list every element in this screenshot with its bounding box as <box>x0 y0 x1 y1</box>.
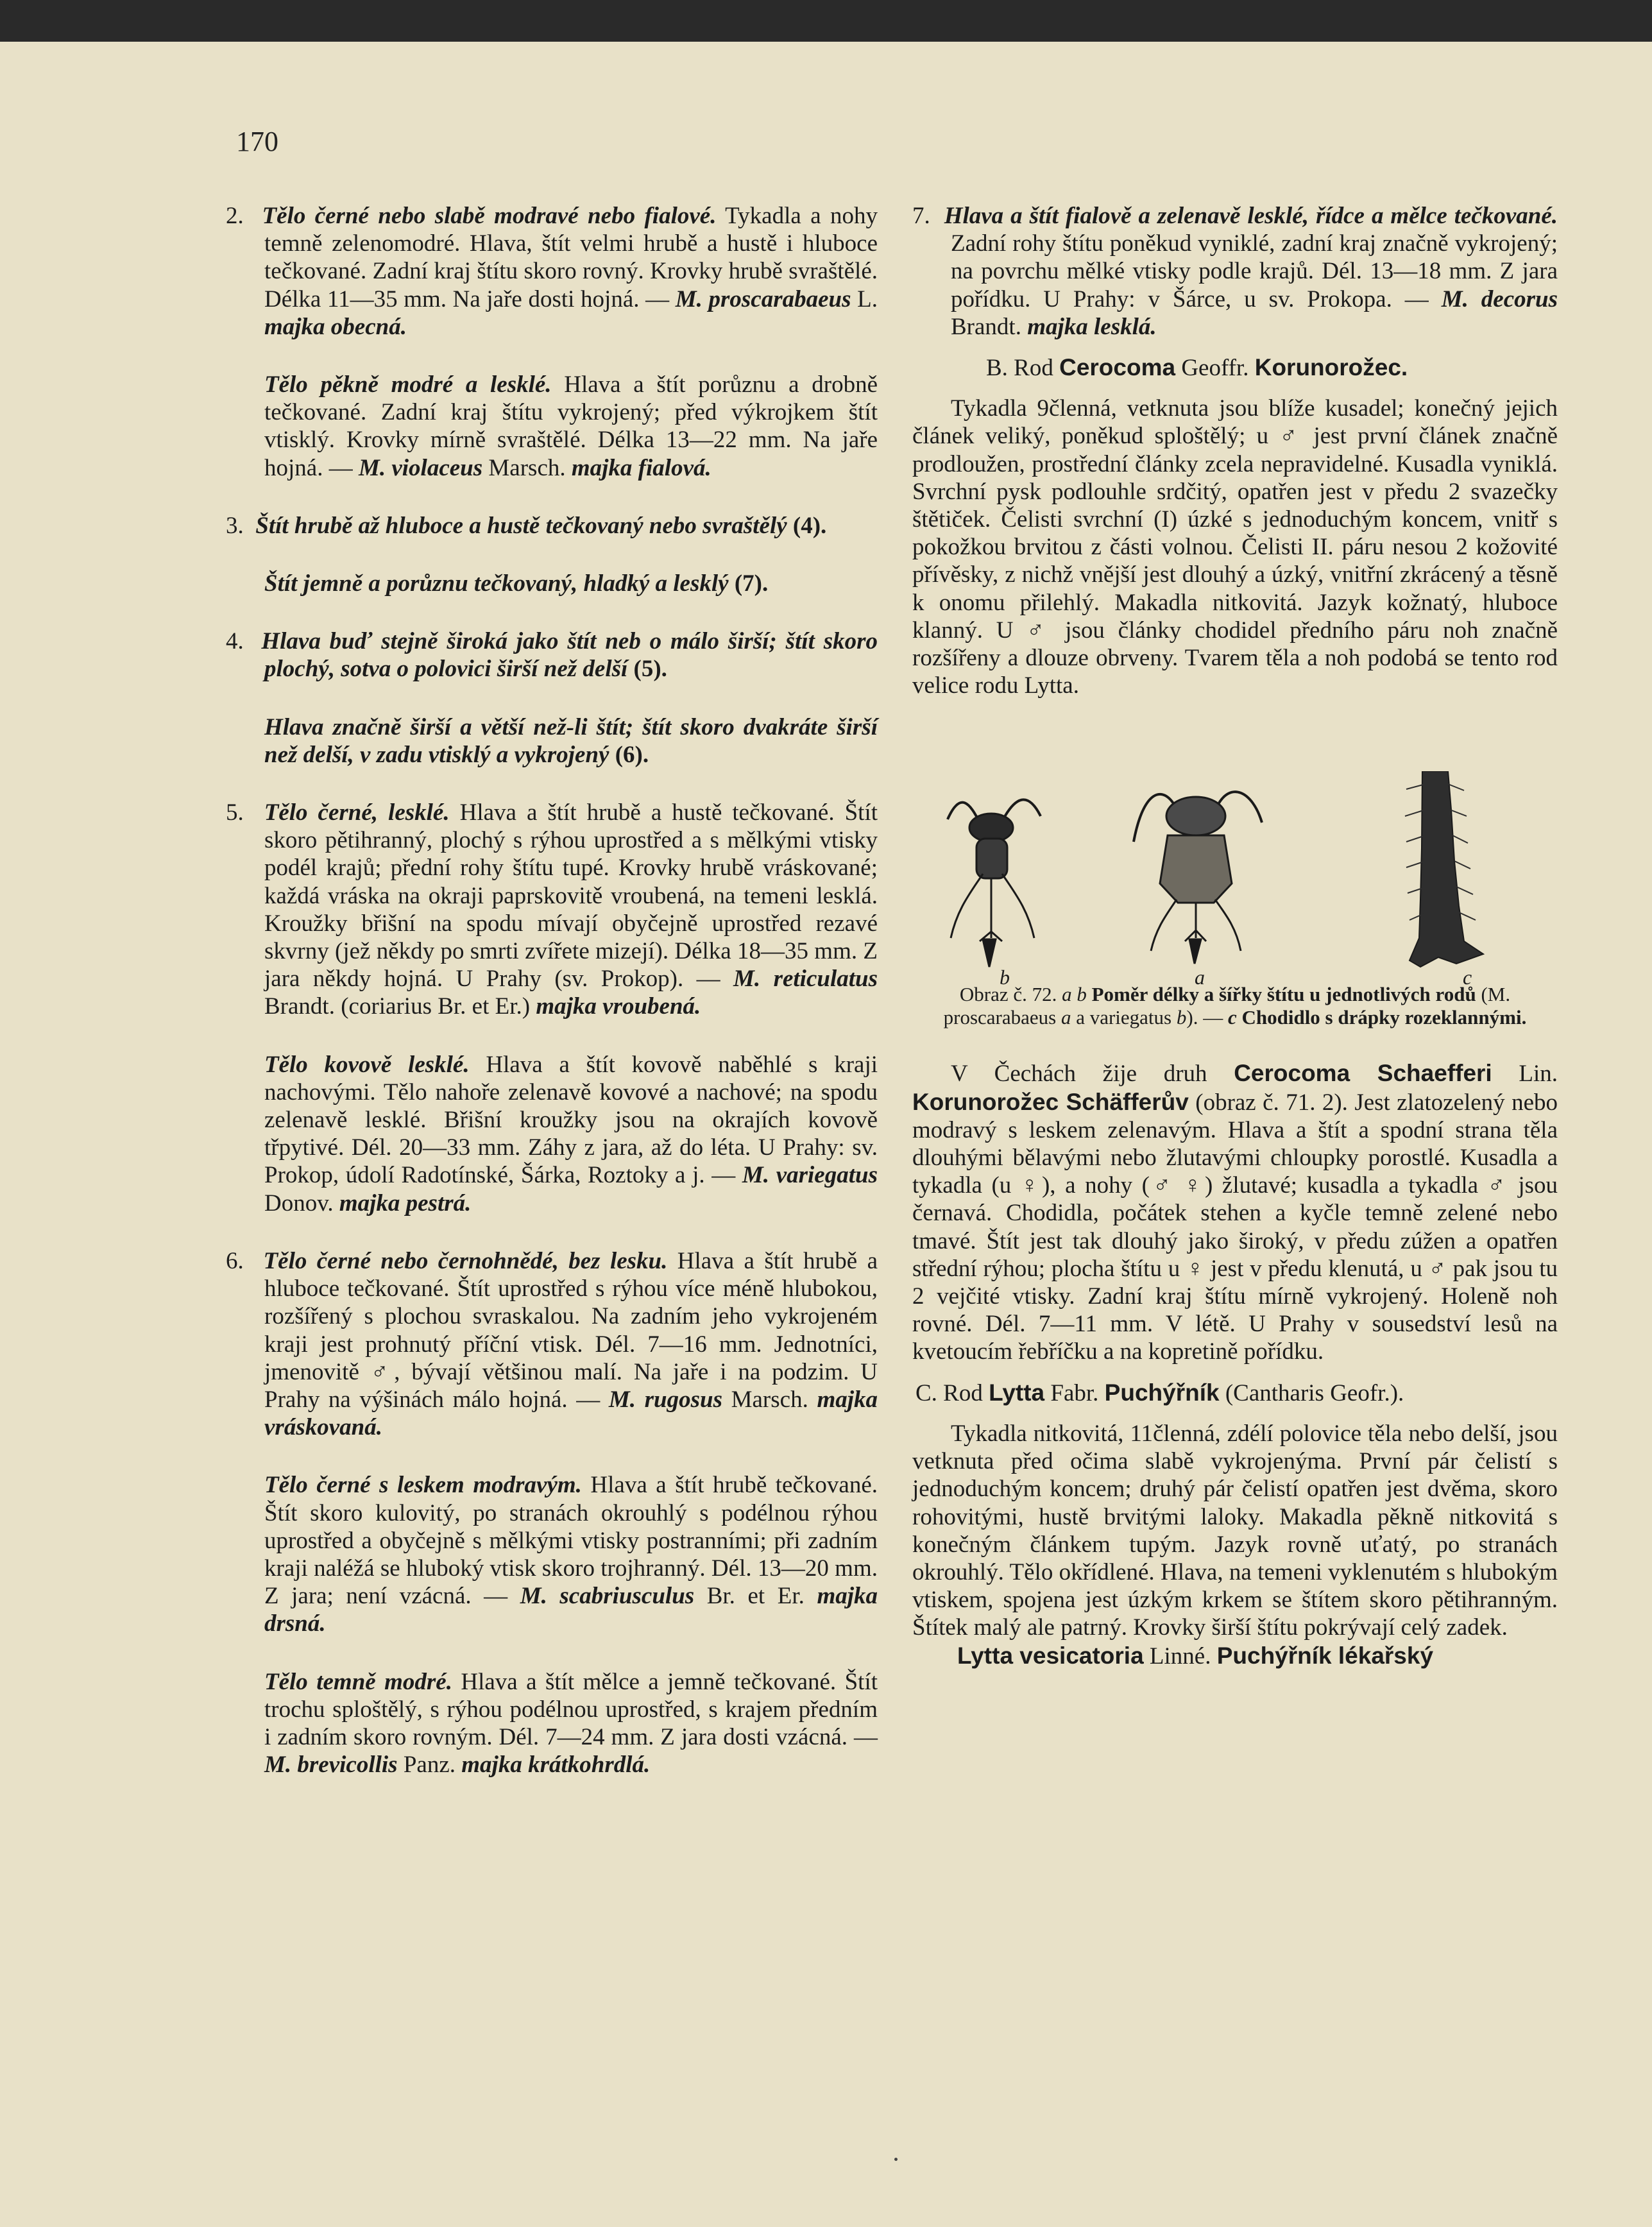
common-name: majka fialová. <box>571 454 711 481</box>
entry-text: Hlava a štít kovově naběhlé s kraji nachovými. Tělo nahoře zelenavě kovové a nachové; na spodu zelenavě lesklé. Břišní kroužky jsou na okrajích kovově třpytivé. Dél. 20—33 mm. Záhy z jara, až do léta. U Prahy: sv. Prokop, údolí Radotínské, Šárka, Roztoky a j. — <box>264 1051 878 1189</box>
entry-text: Hlava a štít hrubě a hustě tečkované. Štít skoro pětihranný, plochý s rýhou uprostřed a s mělkými vtisky podél krajů; přední rohy štítu tupé. Krovky hrubě vráskované; každá vráska na okraji paprskovitě vroubená, na temeni lesklá. Kroužky břišní na spodu mívají obyčejně uprostřed rezavé skvrny (jež někdy po smrti zvířete mizejí). Délka 18—35 mm. Z jara někdy hojná. U Prahy (sv. Prokop). — <box>264 799 878 993</box>
species-name: M. decorus <box>1441 286 1558 312</box>
entry-title: Hlava buď stejně široká jako štít neb o málo širší; štít skoro plochý, sotva o polovici širší než delší <box>261 628 878 683</box>
entry-title: Hlava a štít fialově a zelenavě lesklé, řídce a mělce tečkované. <box>944 203 1558 229</box>
key-entry-2 <box>226 202 878 341</box>
genus-author: Fabr. <box>1044 1379 1105 1406</box>
entry-title: Hlava značně širší a větší než-li štít; štít skoro dvakráte širší než delší, v zadu vtisklý a vykrojený <box>264 713 878 768</box>
beetle-head-a-illustration <box>1134 792 1262 964</box>
caption-text: ). — <box>1186 1006 1228 1029</box>
figure-label-a: a <box>1195 966 1205 989</box>
common-name: majka vráskovaná. <box>264 1386 878 1441</box>
entry-title: Tělo černé nebo slabě modravé nebo fialové. <box>262 203 717 229</box>
key-entry-6c <box>226 1668 878 1779</box>
heading-prefix: B. Rod <box>986 355 1060 382</box>
genus-author: Geoffr. <box>1175 355 1255 382</box>
figure-label-c: c <box>1463 966 1472 989</box>
entry-reference: (5). <box>627 656 667 683</box>
entry-number: 6. <box>226 1247 244 1274</box>
common-name: majka krátkohrdlá. <box>461 1752 651 1779</box>
genus-name: Lytta <box>989 1379 1045 1406</box>
species-author: Marsch. <box>482 454 572 481</box>
genus-heading-cerocoma <box>912 354 1558 382</box>
species-author: Panz. <box>397 1752 462 1779</box>
key-entry-4b <box>226 713 878 769</box>
entry-title: Tělo kovově lesklé. <box>264 1051 470 1078</box>
common-name: Korunorožec Schäfferův <box>912 1088 1189 1115</box>
species-intro: V Čechách žije druh <box>951 1061 1234 1088</box>
key-entry-6 <box>226 1247 878 1441</box>
page-speck <box>894 2158 898 2161</box>
entry-number: 4. <box>226 628 244 655</box>
common-name: Puchýřník lékařský <box>1216 1642 1434 1669</box>
species-name: Cerocoma Schaefferi <box>1234 1060 1492 1087</box>
species-name: M. reticulatus <box>733 966 878 993</box>
entry-number: 2. <box>226 203 244 229</box>
species-author: Brandt. <box>951 313 1028 340</box>
species-name: M. scabriusculus <box>520 1583 695 1610</box>
species-author: Marsch. <box>722 1386 817 1413</box>
entry-text: Hlava a štít porůznu a drobně tečkované. Zadní kraj štítu vykrojený; před výkrojkem štít vtisklý. Krovky mírně svraštělé. Délka 13—22 mm. Na jaře hojná. — <box>264 371 878 481</box>
entry-number: 5. <box>226 799 244 826</box>
entry-text: Hlava a štít hrubě a hluboce tečkované. Štít uprostřed s rýhou více méně hlubokou, rozšířený s plochou svraskalou. Na zadním jeho vykrojeném kraji jest prohnutý příční vtisk. Dél. 7—16 mm. Jednotníci, jmenovitě ♂, bývají většinou malí. Na jaře i na podzim. U Prahy na výšinách málo hojná. — <box>264 1247 878 1413</box>
common-name: majka lesklá. <box>1027 313 1157 340</box>
species-name: M. violaceus <box>358 454 483 481</box>
common-name: majka pestrá. <box>339 1190 472 1216</box>
species-author: Donov. <box>264 1190 339 1216</box>
genus-synonym: (Cantharis Geofr.). <box>1219 1379 1404 1406</box>
key-entry-3 <box>226 512 878 540</box>
genus-common-name: Puchýřník <box>1104 1379 1220 1406</box>
heading-prefix: C. Rod <box>915 1379 989 1406</box>
common-name: majka drsná. <box>264 1583 878 1637</box>
figure-72 <box>912 771 1558 989</box>
caption-letters: a b <box>1062 983 1087 1006</box>
species-name: M. rugosus <box>608 1386 722 1413</box>
beetle-illustrations <box>912 771 1558 983</box>
entry-title: Štít hrubě až hluboce a hustě tečkovaný nebo svraštělý <box>255 512 787 539</box>
caption-letter: a <box>1060 1006 1071 1029</box>
species-name: Lytta vesicatoria <box>957 1642 1144 1669</box>
species-text: (obraz č. 71. 2). Jest zlatozelený nebo modravý s leskem zelenavým. Hlava a štít a spodní strana těla dlouhými bělavými nebo žlutavými chloupky porostlé. Kusadla a tykadla (u ♀), a nohy (♂ ♀) žlutavé; kusadla a tykadla ♂ jsou černavá. Chodidla, počátek stehen a kyčle temně zelené nebo tmavé. Štít jest tak dlouhý jako široký, v předu zúžen a opatřen střední rýhou; plocha štítu u ♀ jest v předu klenutá, u ♂ pak jsou tu 2 vejčité vtisky. Zadní kraj štítu mírně vykrojený. Holeně noh rovné. Dél. 7—11 mm. V létě. U Prahy v sousedství lesů na kvetoucím řebříčku a na kopretině pořídku. <box>912 1089 1558 1365</box>
entry-number: 7. <box>912 203 930 229</box>
figure-label-b: b <box>1000 966 1010 989</box>
common-name: majka obecná. <box>264 313 407 340</box>
common-name: majka vroubená. <box>536 993 701 1020</box>
species-author: Lin. <box>1492 1061 1558 1088</box>
beetle-head-b-illustration <box>948 800 1041 968</box>
left-column <box>226 202 878 1779</box>
entry-text: Hlava a štít mělce a jemně tečkované. Štít trochu sploštělý, s rýhou podélnou uprostřed, s krajem předním i zadním skoro rovným. Dél. 7—24 mm. Z jara dosti vzácná. — <box>264 1668 878 1750</box>
entry-text: Hlava a štít hrubě tečkované. Štít skoro kulovitý, po stranách okrouhlý s podélnou rýhou uprostřed a obyčejně s mělkými vtisky postranními; při zadním kraji naléžá se hluboký vtisk skoro trojhranný. Dél. 13—20 mm. Z jara; není vzácná. — <box>264 1472 878 1610</box>
caption-text: (M. proscarabaeus <box>943 983 1511 1029</box>
key-entry-5b <box>226 1051 878 1217</box>
genus-name: Cerocoma <box>1059 354 1176 381</box>
entry-reference: (6). <box>609 741 649 768</box>
species-name: M. variegatus <box>742 1162 878 1189</box>
genus-description-lytta: Tykadla nitkovitá, 11členná, zdélí polovice těla nebo delší, jsou vetknuta před očima slabě vykrojenýma. První pár čelistí s jednoduchým koncem; druhý pár čelistí opatřen jest dvěma, skoro rohovitými, hustě brvitými laloky. Makadla pěkně nitkovitá s konečným článkem tupým. Jazyk rovně uťatý, po stranách okrouhlý. Tělo okřídlené. Hlava, na temeni vyklenutém s hlubokým vtiskem, spojena jest úzkým krkem se štítem skoro pětihranným. Štítek malý ale patrný. Krovky širší štítu pokrývají celý zadek. <box>912 1420 1558 1641</box>
caption-text: Chodidlo s drápky rozeklannými. <box>1236 1006 1527 1029</box>
entry-text: Tykadla a nohy temně zelenomodré. Hlava, štít velmi hrubě a hustě i hluboce tečkované. Zadní kraj štítu skoro rovný. Krovky hrubě svraštělé. Délka 11—35 mm. Na jaře dosti hojná. — <box>264 203 878 312</box>
species-name: M. proscarabaeus <box>675 286 851 312</box>
caption-letter: b <box>1176 1006 1187 1029</box>
entry-title: Tělo temně modré. <box>264 1668 452 1695</box>
genus-heading-lytta <box>912 1379 1558 1407</box>
entry-title: Tělo černé nebo černohnědé, bez lesku. <box>263 1247 668 1274</box>
species-author: L. <box>851 286 878 312</box>
entry-title: Tělo černé s leskem modravým. <box>264 1472 582 1499</box>
caption-text: a variegatus <box>1071 1006 1177 1029</box>
key-entry-6b <box>226 1471 878 1637</box>
key-entry-2b <box>226 371 878 482</box>
entry-reference: (4). <box>787 512 827 539</box>
entry-number: 3. <box>226 512 244 539</box>
species-author: Br. et Er. <box>694 1583 817 1610</box>
key-entry-5 <box>226 799 878 1021</box>
caption-letter: c <box>1227 1006 1237 1029</box>
page-number: 170 <box>236 126 278 157</box>
tarsus-c-illustration <box>1405 771 1483 967</box>
entry-title: Tělo černé, lesklé. <box>264 799 450 826</box>
entry-text: Zadní rohy štítu poněkud vyniklé, zadní kraj značně vykrojený; na povrchu mělké vtisky podle krajů. Dél. 13—18 mm. Z jara pořídku. U Prahy: v Šárce, u sv. Prokopa. — <box>951 230 1558 312</box>
key-entry-7 <box>912 202 1558 341</box>
right-column <box>912 202 1558 1670</box>
document-page <box>0 42 1652 2227</box>
key-entry-3b <box>226 570 878 597</box>
genus-description-cerocoma: Tykadla 9členná, vetknuta jsou blíže kusadel; konečný jejich článek veliký, poněkud sploštělý; u ♂ jest první článek značně prodloužen, prostřední články zcela nepravidelné. Kusadla vyniklá. Svrchní pysk podlouhle srdčitý, opatřen jest v předu 2 svazečky štětiček. Čelisti svrchní (I) úzké s jednoduchým koncem, vnitř s pokožkou brvitou z části volnou. Čelisti II. páru nesou 2 kožovité přívěsky, z nichž vnější jest dlouhý a úzký, vnitřní zkrácený a těsně k onomu přilehlý. Makadla nitkovitá. Jazyk kožnatý, hluboce klanný. U ♂ jsou články chodidel předního páru noh značně rozšířeny a dlouze obrveny. Tvarem těla a noh podobá se tento rod velice rodu Lytta. <box>912 395 1558 699</box>
species-author: Brandt. (coriarius Br. et Er.) <box>264 993 536 1020</box>
key-entry-4 <box>226 627 878 683</box>
genus-common-name: Korunorožec. <box>1254 354 1408 381</box>
caption-number: Obraz č. 72. <box>959 983 1062 1006</box>
species-description-cerocoma-schaefferi <box>912 1059 1558 1365</box>
entry-reference: (7). <box>728 570 769 597</box>
caption-text: Poměr délky a šířky štítu u jednotlivých rodů <box>1086 983 1476 1006</box>
species-name: M. brevicollis <box>264 1752 398 1779</box>
species-author: Linné. <box>1143 1643 1217 1669</box>
species-heading-lytta-vesicatoria <box>912 1642 1558 1670</box>
entry-title: Štít jemně a porůznu tečkovaný, hladký a lesklý <box>264 570 729 597</box>
entry-title: Tělo pěkně modré a lesklé. <box>264 371 552 398</box>
